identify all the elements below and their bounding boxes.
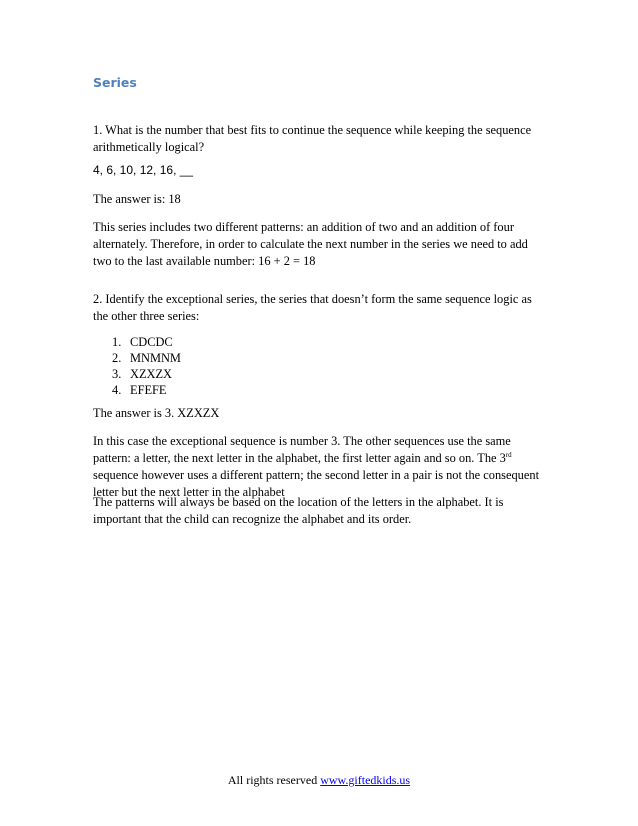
option-number: 1. bbox=[112, 335, 122, 349]
question-2-text: 2. Identify the exceptional series, the series that doesn’t form the same sequence logic as the other three series: bbox=[93, 292, 532, 323]
option-text: XZXZX bbox=[130, 367, 172, 381]
ordinal-superscript: rd bbox=[505, 451, 512, 459]
document-title: Series bbox=[93, 75, 137, 90]
option-text: EFEFE bbox=[130, 383, 167, 397]
question-1-text: 1. What is the number that best fits to continue the sequence while keeping the sequence arithmetically logical? bbox=[93, 123, 532, 154]
alphabet-note: The patterns will always be based on the location of the letters in the alphabet. It is important that the child can recognize the alphabet and its order. bbox=[93, 495, 504, 526]
option-item bbox=[112, 366, 181, 382]
question-2-explanation bbox=[93, 433, 548, 501]
explanation-part-1: In this case the exceptional sequence is number 3. The other sequences use the same pattern: a letter, the next letter in the alphabet, the first letter again and so on. The 3 bbox=[93, 434, 511, 465]
option-number: 3. bbox=[112, 367, 122, 381]
option-item bbox=[112, 350, 181, 366]
question-1-explanation: This series includes two different patterns: an addition of two and an addition of four alternately. Therefore, in order to calculate the next number in the series we need to add two to the last available number: 16 + 2 = 18 bbox=[93, 220, 528, 268]
question-1-answer: The answer is: 18 bbox=[93, 192, 181, 206]
option-item bbox=[112, 334, 181, 350]
footer bbox=[0, 773, 638, 788]
option-number: 2. bbox=[112, 351, 122, 365]
footer-link[interactable]: www.giftedkids.us bbox=[320, 773, 411, 787]
question-2-answer: The answer is 3. XZXZX bbox=[93, 406, 220, 420]
option-number: 4. bbox=[112, 383, 122, 397]
option-text: CDCDC bbox=[130, 335, 173, 349]
option-item bbox=[112, 382, 181, 398]
question-2-options bbox=[112, 334, 181, 398]
option-text: MNMNM bbox=[130, 351, 181, 365]
question-1-sequence: 4, 6, 10, 12, 16, __ bbox=[93, 163, 194, 177]
explanation-part-2: sequence however uses a different pattern; the second letter in a pair is not the consequent letter but the next letter in the alphabet bbox=[93, 468, 540, 499]
footer-text: All rights reserved bbox=[227, 773, 321, 787]
